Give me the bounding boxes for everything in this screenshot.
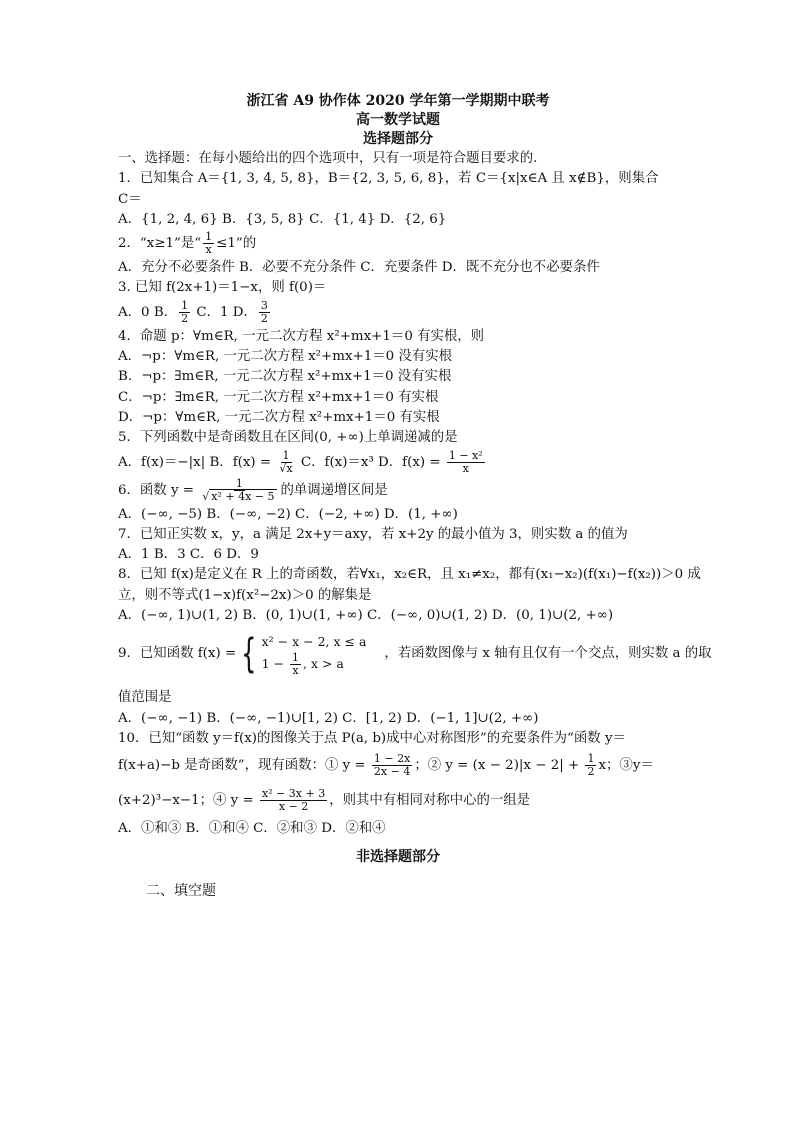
q9-brace: { bbox=[241, 631, 257, 678]
q3-d-num: 3 bbox=[260, 298, 268, 312]
q4-option-a: A．¬p：∀m∈R, 一元二次方程 x²+mx+1＝0 没有实根 bbox=[118, 349, 452, 365]
q3-stem: 3. 已知 f(2x+1)＝1−x，则 f(0)＝ bbox=[118, 280, 327, 296]
q8-stem-line2: 立，则不等式(1−x)f(x²−2x)＞0 的解集是 bbox=[118, 587, 372, 603]
q5-b-num: 1 bbox=[282, 448, 290, 462]
instructions: 一、选择题：在每小题给出的四个选项中，只有一项是符合题目要求的. bbox=[118, 151, 538, 166]
q9-post: ，若函数图像与 x 轴有且仅有一个交点，则实数 a 的取 bbox=[384, 646, 712, 662]
q10-line3 bbox=[118, 783, 678, 819]
q6-frac-den: √ x² + 4x − 5 bbox=[202, 489, 275, 503]
q10-f2-fraction bbox=[585, 753, 596, 778]
q1-options: A．{1, 2, 4, 6} B．{3, 5, 8} C．{1, 4} D．{2, 6} bbox=[118, 211, 447, 227]
q8-stem-line1: 8．已知 f(x)是定义在 R 上的奇函数，若∀x₁，x₂∈R，且 x₁≠x₂，都有(x₁−x₂)(f(x₁)−f(x₂))＞0 成 bbox=[118, 567, 701, 583]
q3-b-num: 1 bbox=[181, 298, 189, 312]
q10-f1-fraction bbox=[372, 753, 412, 778]
q10-line1: 10．已知“函数 y＝f(x)的图像关于点 P(a, b)成中心对称图形”的充要条件为“函数 y＝ bbox=[118, 730, 626, 746]
q9-stem bbox=[118, 626, 712, 682]
q10-f4-den: x − 2 bbox=[278, 800, 309, 814]
q1-stem-line2: C＝ bbox=[118, 191, 142, 207]
q2-pre: 2．“x≥1”是“ bbox=[118, 236, 202, 252]
q3-opt-a: A．0 B． bbox=[118, 304, 178, 320]
q5-b-fraction bbox=[277, 450, 294, 475]
q10-f4-num: x² − 3x + 3 bbox=[261, 787, 326, 801]
q9-cont: 值范围是 bbox=[118, 690, 172, 706]
q4-stem: 4．命题 p：∀m∈R, 一元二次方程 x²+mx+1＝0 有实根，则 bbox=[118, 328, 485, 344]
exam-title: 浙江省 A9 协作体 2020 学年第一学期期中联考 bbox=[246, 93, 550, 109]
q3-b-fraction bbox=[179, 300, 190, 325]
q8-options: A．(−∞, 1)∪(1, 2) B．(0, 1)∪(1, +∞) C．(−∞, 0)∪(1, 2) D．(0, 1)∪(2, +∞) bbox=[118, 608, 614, 624]
q5-d-num: 1 − x² bbox=[448, 448, 483, 462]
q10-f1-den: 2x − 4 bbox=[373, 765, 411, 779]
q2-options: A．充分不必要条件 B．必要不充分条件 C．充要条件 D．既不充分也不必要条件 bbox=[118, 260, 600, 276]
q4-option-d: D．¬p：∀m∈R, 一元二次方程 x²+mx+1＝0 有实根 bbox=[118, 409, 440, 425]
q9-case2-fraction bbox=[290, 652, 301, 677]
q9-options: A．(−∞, −1) B．(−∞, −1)∪[1, 2) C．[1, 2) D．(−1, 1]∪(2, +∞) bbox=[118, 710, 539, 726]
q6-frac-num: 1 bbox=[235, 476, 243, 490]
q5-b-den: √x bbox=[279, 461, 293, 475]
exam-subtitle: 高一数学试题 bbox=[356, 112, 440, 128]
q10-line2 bbox=[118, 749, 678, 783]
q7-stem: 7．已知正实数 x，y，a 满足 2x+y＝axy，若 x+2y 的最小值为 3，则实数 a 的值为 bbox=[118, 526, 628, 542]
section2-heading: 非选择题部分 bbox=[356, 848, 440, 865]
q2-frac-num: 1 bbox=[205, 230, 213, 244]
q10-l2-b: ；② y = (x − 2)|x − 2| + bbox=[414, 758, 584, 774]
q3-options bbox=[118, 299, 678, 327]
q9-cases bbox=[262, 632, 367, 677]
q1-stem-line1: 1．已知集合 A＝{1, 3, 4, 5, 8}，B＝{2, 3, 5, 6, 8}，若 C＝{x|x∈A 且 x∉B}，则集合 bbox=[118, 171, 659, 187]
fill-in-heading: 二、填空题 bbox=[146, 882, 216, 899]
section-heading: 选择题部分 bbox=[363, 131, 433, 147]
q9-case1: x² − x − 2, x ≤ a bbox=[261, 633, 367, 649]
q10-f2-den: 2 bbox=[587, 765, 595, 779]
q6-post: 的单调递增区间是 bbox=[280, 482, 388, 498]
exam-page bbox=[118, 92, 712, 900]
q10-l2-c: x；③y＝ bbox=[598, 758, 654, 774]
q10-l2-a: f(x+a)−b 是奇函数”，现有函数：① y = bbox=[118, 758, 370, 774]
q10-l3-b: ，则其中有相同对称中心的一组是 bbox=[329, 793, 531, 809]
q2-stem bbox=[118, 230, 678, 258]
q2-post: ≤1”的 bbox=[216, 236, 257, 252]
q10-options: A．①和③ B．①和④ C．②和③ D．②和④ bbox=[118, 821, 386, 837]
q10-f4-fraction bbox=[260, 788, 327, 813]
q9-case2 bbox=[262, 652, 367, 677]
q5-opt-c: C．f(x)＝x³ D．f(x) = bbox=[296, 454, 445, 470]
q6-stem bbox=[118, 477, 678, 505]
q5-d-den: x bbox=[462, 461, 469, 475]
q7-options: A．1 B．3 C．6 D．9 bbox=[118, 547, 259, 563]
q5-opt-a: A．f(x)＝−|x| B．f(x) = bbox=[118, 454, 276, 470]
q6-frac-den-radicand: x² + 4x − 5 bbox=[211, 489, 275, 503]
q5-d-fraction bbox=[447, 450, 485, 475]
q6-options: A．(−∞, −5) B．(−∞, −2) C．(−2, +∞) D．(1, +∞) bbox=[118, 506, 458, 522]
q4-option-b: B．¬p：∃m∈R, 一元二次方程 x²+mx+1＝0 没有实根 bbox=[118, 369, 452, 385]
q9-case2-num: 1 bbox=[292, 650, 299, 664]
q5-stem: 5．下列函数中是奇函数且在区间(0, +∞)上单调递减的是 bbox=[118, 430, 458, 446]
q10-l3-a: (x+2)³−x−1；④ y = bbox=[118, 793, 258, 809]
q6-fraction bbox=[200, 478, 278, 503]
q6-pre: 6．函数 y = bbox=[118, 482, 199, 498]
q10-f2-num: 1 bbox=[587, 752, 595, 766]
q9-case2-b: , x > a bbox=[303, 655, 344, 671]
q3-b-den: 2 bbox=[181, 311, 189, 325]
q10-f1-num: 1 − 2x bbox=[373, 752, 411, 766]
q9-piecewise bbox=[236, 632, 366, 677]
q2-frac-den: x bbox=[205, 243, 212, 257]
q9-case2-den: x bbox=[292, 663, 299, 677]
q3-d-den: 2 bbox=[260, 311, 268, 325]
q9-case2-a: 1 − bbox=[261, 655, 288, 671]
q9-pre: 9．已知函数 f(x) = bbox=[118, 646, 237, 662]
q3-opt-c: C．1 D． bbox=[192, 304, 257, 320]
q4-option-c: C．¬p：∃m∈R, 一元二次方程 x²+mx+1＝0 有实根 bbox=[118, 389, 439, 405]
q3-d-fraction bbox=[259, 300, 270, 325]
q5-options bbox=[118, 449, 678, 477]
q2-fraction bbox=[203, 231, 214, 256]
